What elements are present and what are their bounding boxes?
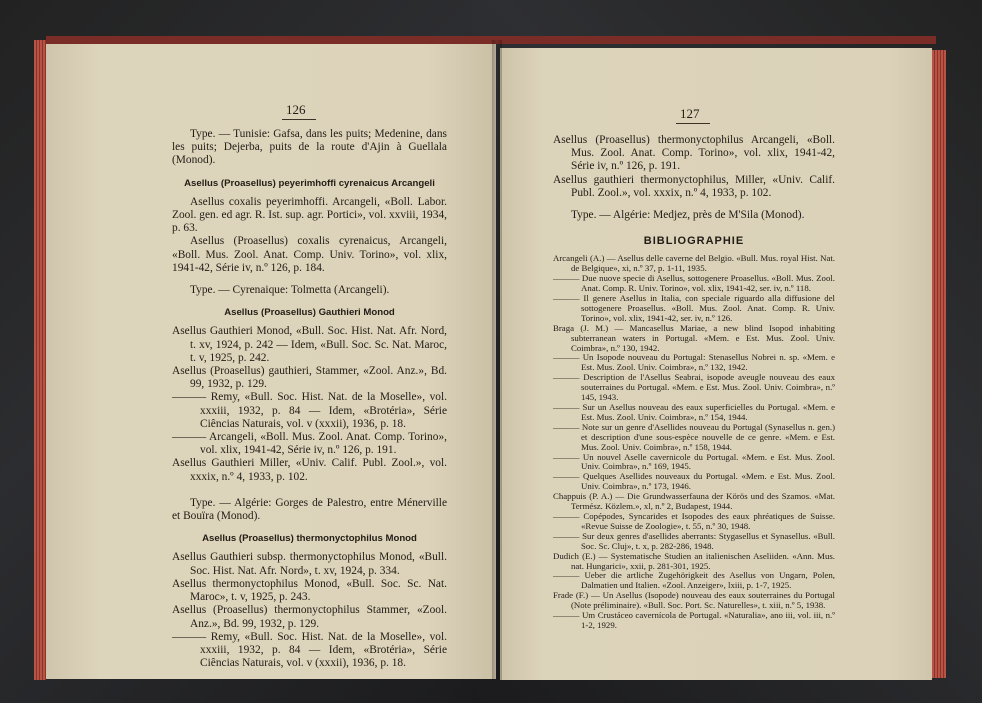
bibliography-entry: ——— Um Crustáceo cavernícola de Portugal. «Naturalia», ano iii, vol. iii, n.º 1-2, 1929. bbox=[553, 610, 835, 630]
spacer bbox=[172, 523, 447, 532]
text-paragraph: Asellus gauthieri thermonyctophilus, Miller, «Univ. Calif. Publ. Zool.», vol. xxxix, n.º 4, 1933, p. 102. bbox=[553, 173, 835, 199]
species-heading: Asellus (Proasellus) peyerimhoffi cyrenaicus Arcangeli bbox=[184, 177, 435, 189]
bibliography-entry: ——— Copépodes, Syncarides et Isopodes des eaux phréatiques de Suisse. «Revue Suisse de Zoologie», t. 55, n.º 30, 1948. bbox=[553, 510, 835, 531]
spacer bbox=[172, 275, 447, 284]
bibliography-entry: Chappuis (P. A.) — Die Grundwasserfauna der Körös und des Szamos. «Mat. Termész. Közlem.», xl, n.º 2, Budapest, 1944. bbox=[553, 491, 835, 512]
bibliography-entry: ——— Due nuove specie di Asellus, sottogenere Proasellus. «Boll. Mus. Zool. Anat. Comp. R. Univ. Torino», vol. xlix, 1941-42, ser. iv, n.º 118. bbox=[553, 273, 835, 294]
bibliography-entry: ——— Un Isopode nouveau du Portugal: Stenasellus Nobrei n. sp. «Mem. e Est. Mus. Zool. Univ. Coimbra», n.º 132, 1942. bbox=[553, 352, 835, 373]
text-paragraph: Asellus (Proasellus) gauthieri, Stammer, «Zool. Anz.», Bd. 99, 1932, p. 129. bbox=[172, 365, 447, 391]
text-paragraph: Asellus Gauthieri Monod, «Bull. Soc. Hist. Nat. Afr. Nord, t. xv, 1924, p. 242 — Idem, «Bull. Soc. Sc. Nat. Maroc, t. v, 1925, p. 242. bbox=[172, 325, 447, 364]
bibliography-entry: ——— Un nouvel Aselle cavernicole du Portugal. «Mem. e Est. Mus. Zool. Univ. Coimbra», n.º 169, 1945. bbox=[553, 451, 835, 472]
bibliography-entry: ——— Il genere Asellus in Italia, con speciale riguardo alla diffusione del sottogenere Proasellus. «Boll. Mus. Zool. Anat. Comp. R. Univ. Torino», vol. xlix, 1941-42, ser. iv, n.º 126. bbox=[553, 293, 835, 323]
text-paragraph: Type. — Algérie: Medjez, près de M'Sila (Monod). bbox=[571, 209, 805, 222]
bibliography-entry: Frade (F.) — Un Asellus (Isopode) nouveau des eaux souterraines du Portugal (Note préliminaire). «Bull. Soc. Port. Sc. Naturelles», t. xiii, n.º 5, 1938. bbox=[553, 590, 835, 611]
bibliography-entry: ——— Ueber die artliche Zugehörigkeit des Asellus von Ungarn, Polen, Dalmatien und Italien. «Zool. Anzeiger», lxiii, p. 1-7, 1925. bbox=[553, 570, 835, 591]
text-paragraph: Type. — Algérie: Gorges de Palestro, entre Ménerville et Bouïra (Monod). bbox=[172, 496, 447, 523]
left-page bbox=[46, 44, 496, 679]
text-paragraph: Type. — Tunisie: Gafsa, dans les puits; Medenine, dans les puits; Dejerba, puits de la route d'Ajin à Guellala (Monod). bbox=[172, 128, 447, 167]
text-paragraph: ——— Arcangeli, «Boll. Mus. Zool. Anat. Comp. Torino», vol. xlix, 1941-42, Série iv, n.º 126, p. 191. bbox=[172, 431, 447, 457]
spacer bbox=[172, 484, 447, 497]
text-paragraph: Asellus (Proasellus) coxalis cyrenaicus, Arcangeli, «Boll. Mus. Zool. Anat. Comp. Univ. Torino», vol. xlix, 1941-42, Série iv, n.º 126, p. 184. bbox=[172, 235, 447, 274]
left-page-text bbox=[172, 128, 447, 670]
spacer bbox=[553, 200, 835, 209]
text-paragraph: Asellus coxalis peyerimhoffi. Arcangeli, «Boll. Labor. Zool. gen. ed agr. R. Ist. sup. agr. Portici», vol. xxviii, 1934, p. 63. bbox=[172, 195, 447, 235]
page-edge-top bbox=[46, 36, 936, 44]
text-paragraph: Asellus thermonyctophilus Monod, «Bull. Soc. Sc. Nat. Maroc», t. v, 1925, p. 243. bbox=[172, 577, 447, 604]
text-paragraph: Asellus Gauthieri Miller, «Univ. Calif. Publ. Zool.», vol. xxxix, n.º 4, 1933, p. 102. bbox=[172, 457, 447, 483]
page-edge-left bbox=[34, 40, 46, 680]
bibliography-entry: Braga (J. M.) — Mancasellus Mariae, a new blind Isopod inhabiting subterranean waters in Portugal. «Mem. e Est. Mus. Zool. Univ. Coimbra», n.º 130, 1942. bbox=[553, 322, 835, 353]
page-number: 126 bbox=[286, 102, 306, 117]
bibliography-entry: ——— Sur deux genres d'asellides aberrants: Stygasellus et Synasellus. «Bull. Soc. Sc. Cluj», t. x, p. 282-286, 1948. bbox=[553, 530, 835, 551]
spacer bbox=[553, 222, 835, 235]
page-edge-right bbox=[932, 50, 946, 678]
page-number: 127 bbox=[680, 106, 700, 121]
spacer bbox=[172, 297, 447, 306]
text-paragraph: Asellus (Proasellus) thermonyctophilus Stammer, «Zool. Anz.», Bd. 99, 1932, p. 129. bbox=[172, 604, 447, 630]
right-page-text bbox=[553, 134, 835, 631]
text-paragraph: Type. — Cyrenaique: Tolmetta (Arcangeli). bbox=[190, 284, 390, 297]
bibliography-list bbox=[553, 254, 835, 630]
text-paragraph: ——— Remy, «Bull. Soc. Hist. Nat. de la Moselle», vol. xxxiii, 1932, p. 84 — Idem, «Brotéria», Série Ciências Naturais, vol. v (xxxii), 1936, p. 18. bbox=[172, 391, 447, 430]
spacer bbox=[172, 168, 447, 177]
bibliography-entry: Dudich (E.) — Systematische Studien an italienischen Aseliiden. «Ann. Mus. nat. Hungarici», xxii, p. 281-301, 1925. bbox=[553, 550, 835, 571]
bibliography-entry: ——— Description de l'Asellus Seabrai, isopode aveugle nouveau des eaux souterraines du Portugal. «Mem. e Est. Mus. Zool. Univ. Coimbra», n.º 145, 1943. bbox=[553, 372, 835, 403]
species-heading: Asellus (Proasellus) thermonyctophilus Monod bbox=[202, 533, 417, 545]
bibliography-entry: Arcangeli (A.) — Asellus delle caverne del Belgio. «Bull. Mus. royal Hist. Nat. de Belgique», xi, n.º 37, p. 1-11, 1935. bbox=[553, 253, 835, 274]
page-number-rule bbox=[282, 119, 316, 120]
book-spine bbox=[492, 40, 502, 680]
bibliography-entry: ——— Note sur un genre d'Asellides nouveau du Portugal (Synasellus n. gen.) et description d'une sous-espèce nouvelle de ce genre. «Mem. e Est. Mus. Zool. Univ. Coimbra», n.º 158, 1944. bbox=[553, 421, 835, 452]
bibliography-entry: ——— Sur un Asellus nouveau des eaux superficielles du Portugal. «Mem. e Est. Mus. Zool. Univ. Coimbra», n.º 154, 1944. bbox=[553, 402, 835, 422]
right-page bbox=[500, 48, 932, 680]
text-paragraph: ——— Remy, «Bull. Soc. Hist. Nat. de la Moselle», vol. xxxiii, 1932, p. 84 — Idem, «Brotéria», Série Ciências Naturais, vol. v (xxxii), 1936, p. 18. bbox=[172, 630, 447, 670]
species-heading: Asellus (Proasellus) Gauthieri Monod bbox=[224, 307, 395, 319]
text-paragraph: Asellus (Proasellus) thermonyctophilus Arcangeli, «Boll. Mus. Zool. Anat. Comp. Torino», vol. xlix, 1941-42, Série iv, n.º 126, p. 191. bbox=[553, 134, 835, 173]
page-number-rule bbox=[676, 123, 710, 124]
bibliography-heading: BIBLIOGRAPHIE bbox=[643, 235, 745, 248]
text-paragraph: Asellus Gauthieri subsp. thermonyctophilus Monod, «Bull. Soc. Hist. Nat. Afr. Nord», t. xv, 1924, p. 334. bbox=[172, 551, 447, 577]
bibliography-entry: ——— Quelques Asellides nouveaux du Portugal. «Mem. e Est. Mus. Zool. Univ. Coimbra», n.º 173, 1946. bbox=[553, 471, 835, 492]
